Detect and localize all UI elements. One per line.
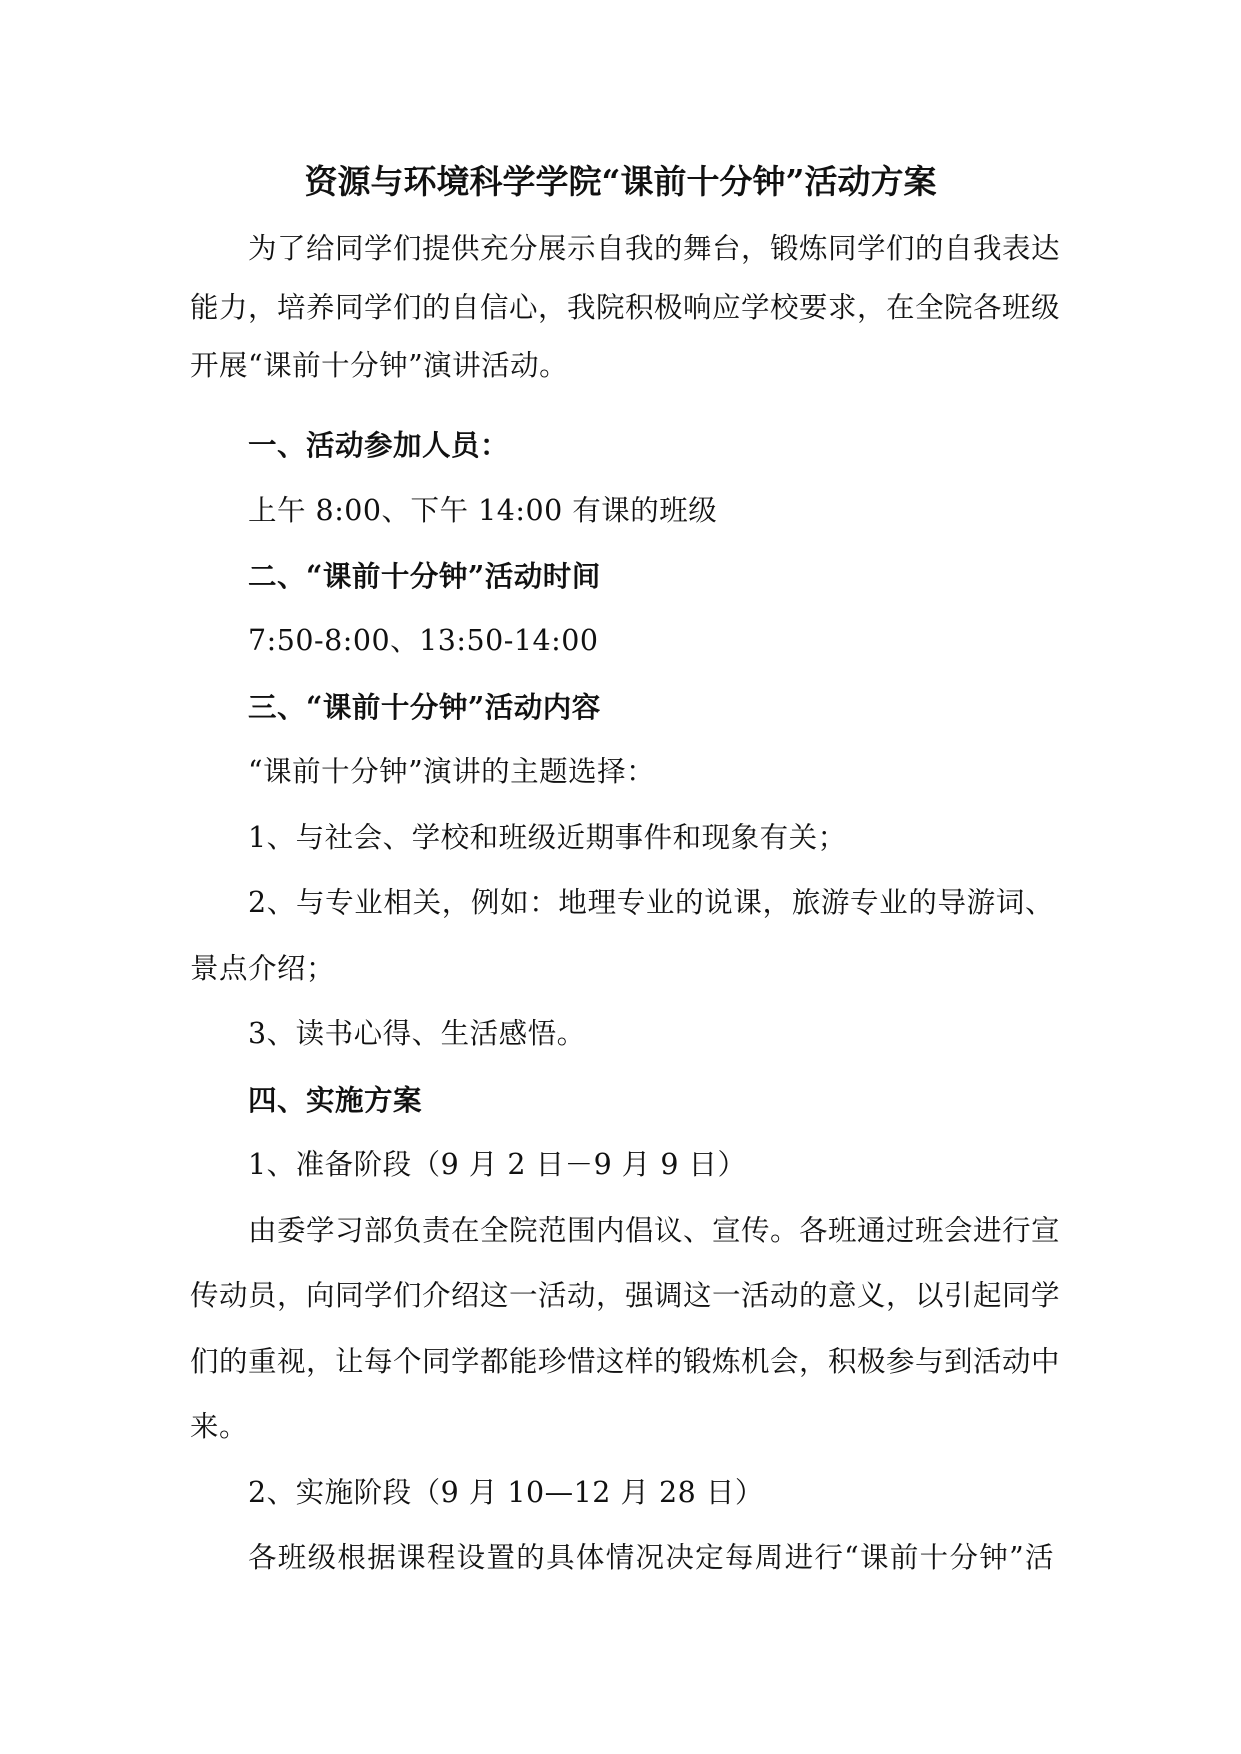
intro-line-3: 开展“课前十分钟”演讲活动。 (190, 349, 569, 382)
section3-item-1: 1、与社会、学校和班级近期事件和现象有关； (248, 821, 847, 854)
section3-item-2-line-1: 2、与专业相关，例如：地理专业的说课，旅游专业的导游词、 (248, 886, 1054, 919)
section2-text: 7:50-8:00、13:50-14:00 (248, 624, 599, 657)
section2-heading: 二、“课前十分钟”活动时间 (248, 559, 601, 593)
phase1-line-1: 由委学习部负责在全院范围内倡议、宣传。各班通过班会进行宣 (248, 1214, 1061, 1247)
phase1-title: 1、准备阶段（9 月 2 日－9 月 9 日） (248, 1148, 747, 1181)
intro-line-2: 能力，培养同学们的自信心，我院积极响应学校要求，在全院各班级 (190, 291, 1061, 324)
section3-heading: 三、“课前十分钟”活动内容 (248, 690, 601, 724)
phase1-line-4: 来。 (190, 1410, 249, 1443)
phase2-title: 2、实施阶段（9 月 10—12 月 28 日） (248, 1476, 764, 1509)
section1-text: 上午 8:00、下午 14:00 有课的班级 (248, 494, 718, 527)
section3-lead: “课前十分钟”演讲的主题选择： (248, 755, 656, 788)
intro-line-1: 为了给同学们提供充分展示自我的舞台，锻炼同学们的自我表达 (248, 232, 1061, 265)
document-title: 资源与环境科学学院“课前十分钟”活动方案 (304, 162, 937, 201)
section3-item-2-line-2: 景点介绍； (190, 952, 336, 985)
phase1-line-3: 们的重视，让每个同学都能珍惜这样的锻炼机会，积极参与到活动中 (190, 1345, 1061, 1378)
section1-heading: 一、活动参加人员： (248, 428, 510, 462)
phase2-line-1: 各班级根据课程设置的具体情况决定每周进行“课前十分钟”活 (248, 1541, 1054, 1574)
section4-heading: 四、实施方案 (248, 1083, 423, 1117)
section3-item-3: 3、读书心得、生活感悟。 (248, 1017, 586, 1050)
phase1-line-2: 传动员，向同学们介绍这一活动，强调这一活动的意义，以引起同学 (190, 1279, 1061, 1312)
